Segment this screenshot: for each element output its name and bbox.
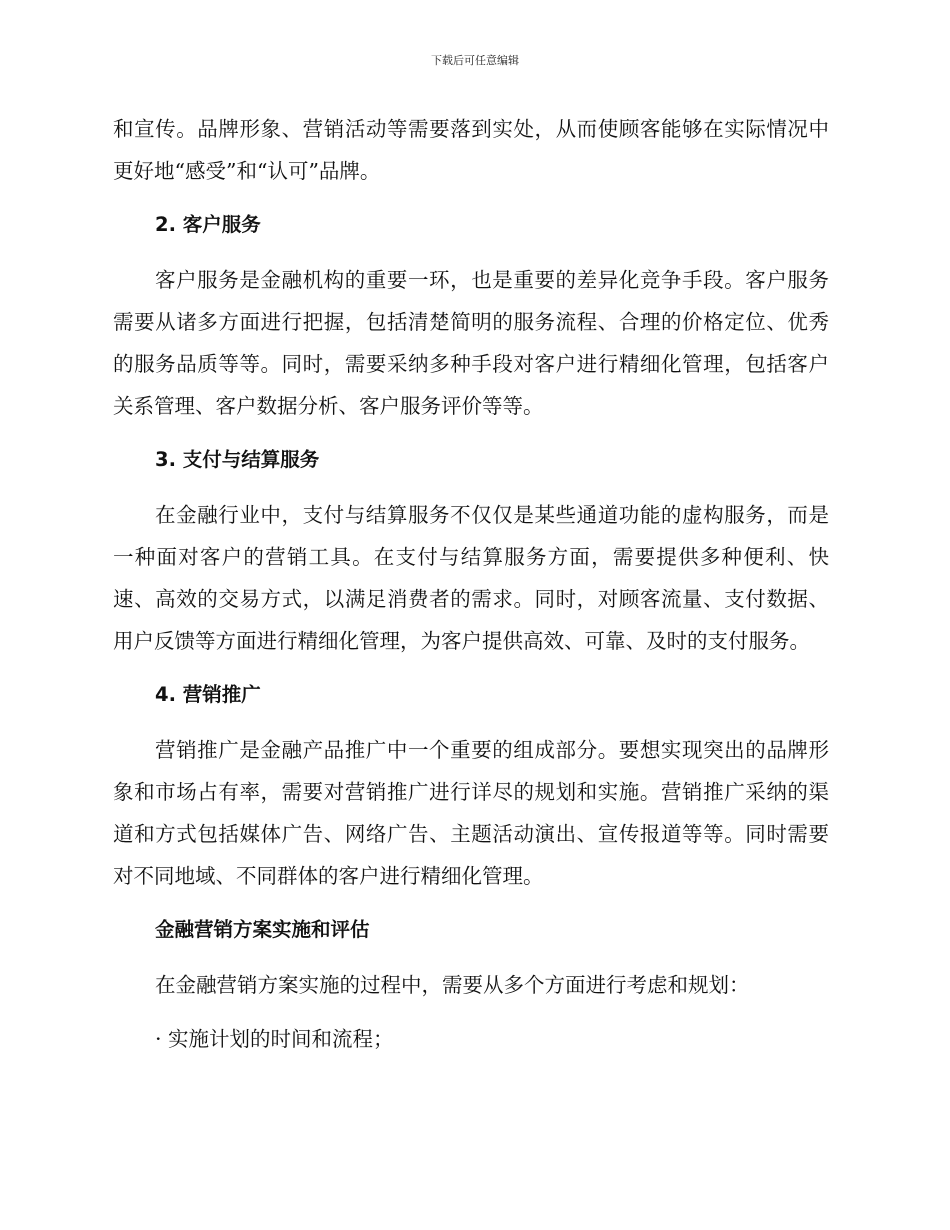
document-body [113,108,829,1060]
paragraph-customer-service: 客户服务是金融机构的重要一环，也是重要的差异化竞争手段。客户服务需要从诸多方面进行把握，包括清楚简明的服务流程、合理的价格定位、优秀的服务品质等等。同时，需要采纳多种手段对客户进行精细化管理，包括客户关系管理、客户数据分析、客户服务评价等等。 [113,267,829,419]
paragraph-marketing-promotion: 营销推广是金融产品推广中一个重要的组成部分。要想实现突出的品牌形象和市场占有率，需要对营销推广进行详尽的规划和实施。营销推广采纳的渠道和方式包括媒体广告、网络广告、主题活动演出、宣传报道等等。同时需要对不同地域、不同群体的客户进行精细化管理。 [113,737,829,889]
paragraph-payment-settlement: 在金融行业中，支付与结算服务不仅仅是某些通道功能的虚构服务，而是一种面对客户的营销工具。在支付与结算服务方面，需要提供多种便利、快速、高效的交易方式，以满足消费者的需求。同时，对顾客流量、支付数据、用户反馈等方面进行精细化管理，为客户提供高效、可靠、及时的支付服务。 [113,502,829,654]
paragraph-brand-continuation: 和宣传。品牌形象、营销活动等需要落到实处，从而使顾客能够在实际情况中更好地“感受”和“认可”品牌。 [113,117,829,184]
bullet-item-schedule: · 实施计划的时间和流程； [155,1026,394,1051]
heading-implementation-evaluation: 金融营销方案实施和评估 [155,918,370,942]
page-header-note: 下载后可任意编辑 [431,54,519,67]
heading-payment-settlement: 3. 支付与结算服务 [155,448,320,472]
heading-marketing-promotion: 4. 营销推广 [155,683,261,707]
heading-customer-service: 2. 客户服务 [155,213,261,237]
paragraph-implementation: 在金融营销方案实施的过程中，需要从多个方面进行考虑和规划： [155,972,750,997]
